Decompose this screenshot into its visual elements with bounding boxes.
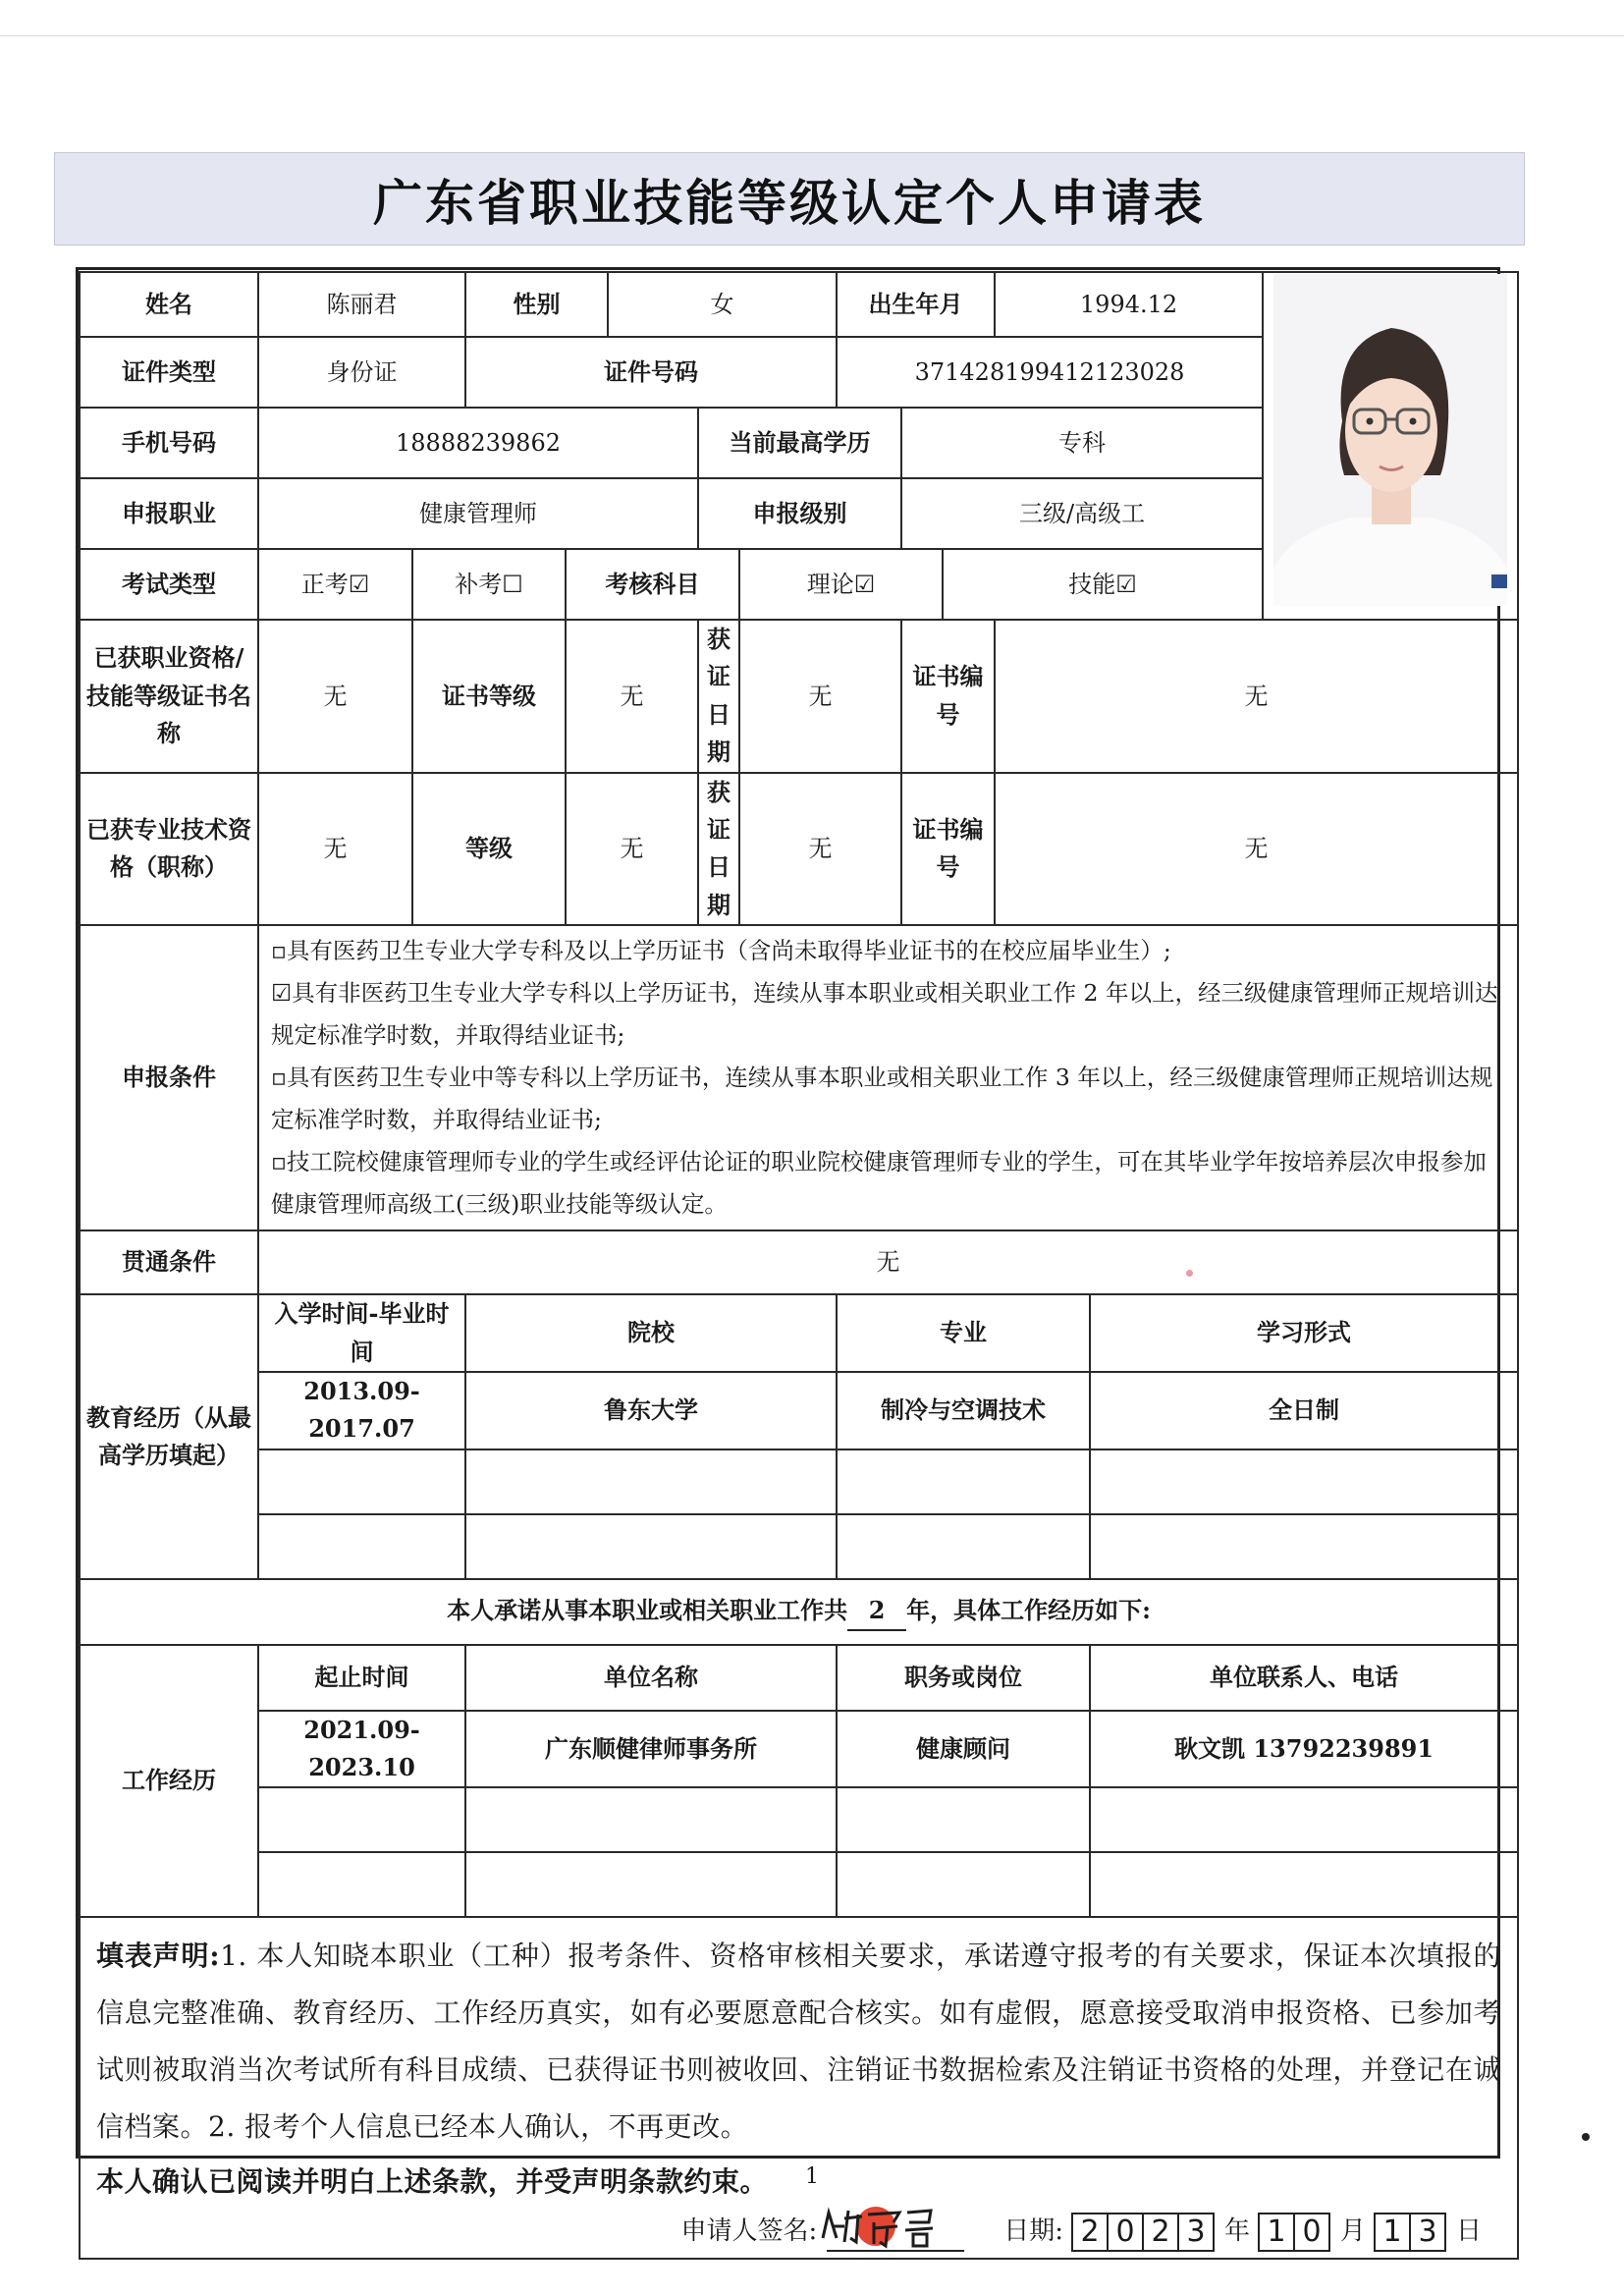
month-unit: 月 (1340, 2215, 1367, 2246)
condition-item-4[interactable]: ▫技工院校健康管理师专业的学生或经评估论证的职业院校健康管理师专业的学生，可在其毕业学年按培养层次申报参加健康管理师高级工(三级)职业技能等级认定。 (271, 1148, 1487, 1219)
date-month[interactable] (1260, 2213, 1330, 2252)
date-day[interactable] (1376, 2213, 1446, 2252)
work-header-company: 单位名称 (465, 1645, 837, 1711)
exam-type-regular[interactable]: 正考☑ (258, 549, 412, 620)
signature-image (815, 2199, 972, 2254)
name-label: 姓名 (80, 272, 258, 337)
declaration-body: 1. 本人知晓本职业（工种）报考条件、资格审核相关要求，承诺遵守报考的有关要求，保证本次填报的信息完整准确、教育经历、工作经历真实，如有必要愿意配合核实。如有虚假，愿意接受取消申报资格、已参加考试则被取消当次考试所有科目成绩、已获得证书则被收回、注销证书数据检索及注销证书资格的处理，并登记在诚信档案。2. 报考个人信息已经本人确认，不再更改。 (96, 1940, 1502, 2144)
professional-title-date[interactable]: 无 (739, 773, 901, 926)
work-header-contact: 单位联系人、电话 (1090, 1645, 1518, 1711)
birth-value[interactable]: 1994.12 (995, 272, 1263, 337)
phone-value[interactable]: 18888239862 (258, 408, 698, 478)
id-number-label: 证件号码 (465, 337, 837, 408)
edu-row-2-school[interactable] (465, 1449, 837, 1514)
exam-type-makeup[interactable]: 补考☐ (412, 549, 566, 620)
work-row-2-position[interactable] (837, 1787, 1090, 1852)
apply-level-value[interactable]: 三级/高级工 (901, 478, 1263, 549)
declaration-confirm: 本人确认已阅读并明白上述条款，并受声明条款约束。 (96, 2165, 769, 2199)
edu-row-1-mode[interactable]: 全日制 (1090, 1372, 1518, 1449)
work-row-1-company[interactable]: 广东顺健律师事务所 (465, 1711, 837, 1788)
work-row-1-position[interactable]: 健康顾问 (837, 1711, 1090, 1788)
vocational-cert-date-label: 获证日期 (698, 620, 739, 773)
signature-field[interactable] (827, 2211, 964, 2252)
highest-education-value[interactable]: 专科 (901, 408, 1263, 478)
professional-title-label: 已获专业技术资格（职称） (80, 773, 258, 926)
year-unit: 年 (1223, 2215, 1250, 2246)
form-title: 广东省职业技能等级认定个人申请表 (373, 174, 1206, 232)
applicant-photo (1273, 274, 1507, 606)
exam-type-label: 考试类型 (80, 549, 258, 620)
through-condition-value[interactable]: 无 (258, 1230, 1518, 1294)
date-year[interactable] (1073, 2213, 1215, 2252)
edu-header-period: 入学时间-毕业时间 (258, 1294, 465, 1372)
date-label: 日期: (1003, 2215, 1063, 2246)
day-unit: 日 (1456, 2215, 1483, 2246)
vocational-cert-label: 已获职业资格/技能等级证书名称 (80, 620, 258, 773)
conditions-label: 申报条件 (80, 925, 258, 1230)
professional-title-name[interactable]: 无 (258, 773, 412, 926)
condition-item-2[interactable]: ☑具有非医药卫生专业大学专科以上学历证书，连续从事本职业或相关职业工作 2 年以上，经三级健康管理师正规培训达规定标准学时数，并取得结业证书; (271, 979, 1498, 1050)
page-top-rule (0, 35, 1624, 36)
year-digit-4: 3 (1177, 2213, 1215, 2252)
vocational-cert-date[interactable]: 无 (739, 620, 901, 773)
edu-row-1-period[interactable]: 2013.09-2017.07 (258, 1372, 465, 1449)
declaration-heading: 填表声明: (96, 1940, 221, 1973)
name-value[interactable]: 陈丽君 (258, 272, 465, 337)
work-row-2-company[interactable] (465, 1787, 837, 1852)
vocational-cert-no-label: 证书编号 (901, 620, 995, 773)
professional-title-no-label: 证书编号 (901, 773, 995, 926)
professional-title-date-label: 获证日期 (698, 773, 739, 926)
vocational-cert-name[interactable]: 无 (258, 620, 412, 773)
highest-education-label: 当前最高学历 (698, 408, 901, 478)
professional-title-level[interactable]: 无 (566, 773, 698, 926)
education-label: 教育经历（从最高学历填起） (80, 1294, 258, 1579)
edu-row-2-period[interactable] (258, 1449, 465, 1514)
vocational-cert-no[interactable]: 无 (995, 620, 1518, 773)
year-digit-2: 0 (1107, 2213, 1144, 2252)
work-promise (80, 1579, 1518, 1645)
year-digit-1: 2 (1071, 2213, 1109, 2252)
work-header-period: 起止时间 (258, 1645, 465, 1711)
edu-header-school: 院校 (465, 1294, 837, 1372)
edu-header-major: 专业 (837, 1294, 1090, 1372)
work-promise-before: 本人承诺从事本职业或相关职业工作共 (447, 1595, 848, 1624)
month-digit-2: 0 (1293, 2213, 1330, 2252)
id-number-value[interactable]: 371428199412123028 (837, 337, 1263, 408)
condition-item-1[interactable]: ▫具有医药卫生专业大学专科及以上学历证书（含尚未取得毕业证书的在校应届毕业生）; (271, 937, 1171, 965)
edu-row-2-mode[interactable] (1090, 1449, 1518, 1514)
title-banner (54, 152, 1525, 246)
declaration-text (96, 1928, 1501, 2156)
work-row-3-contact[interactable] (1090, 1852, 1518, 1917)
edu-row-1-school[interactable]: 鲁东大学 (465, 1372, 837, 1449)
work-label: 工作经历 (80, 1645, 258, 1918)
declaration-block (80, 1917, 1518, 2259)
ink-speck (1186, 1270, 1193, 1277)
id-type-value[interactable]: 身份证 (258, 337, 465, 408)
occupation-label: 申报职业 (80, 478, 258, 549)
birth-label: 出生年月 (837, 272, 995, 337)
day-digit-1: 1 (1374, 2213, 1411, 2252)
edu-row-3-mode[interactable] (1090, 1514, 1518, 1579)
vocational-cert-level-label: 证书等级 (412, 620, 566, 773)
photo-cell (1263, 272, 1518, 620)
subject-label: 考核科目 (566, 549, 739, 620)
work-row-2-contact[interactable] (1090, 1787, 1518, 1852)
edu-row-3-period[interactable] (258, 1514, 465, 1579)
month-digit-1: 1 (1258, 2213, 1295, 2252)
work-row-2-period[interactable] (258, 1787, 465, 1852)
work-row-3-period[interactable] (258, 1852, 465, 1917)
work-row-3-position[interactable] (837, 1852, 1090, 1917)
apply-level-label: 申报级别 (698, 478, 901, 549)
subject-skill[interactable]: 技能☑ (943, 549, 1263, 620)
edu-header-mode: 学习形式 (1090, 1294, 1518, 1372)
gender-value[interactable]: 女 (608, 272, 837, 337)
work-promise-after: 年，具体工作经历如下: (906, 1595, 1151, 1624)
work-row-1-contact[interactable]: 耿文凯 13792239891 (1090, 1711, 1518, 1788)
application-form-table (79, 271, 1519, 2260)
id-type-label: 证件类型 (80, 337, 258, 408)
occupation-value[interactable]: 健康管理师 (258, 478, 698, 549)
vocational-cert-level[interactable]: 无 (566, 620, 698, 773)
page-number: 1 (805, 2164, 819, 2189)
signature-label: 申请人签名: (680, 2215, 818, 2246)
condition-item-3[interactable]: ▫具有医药卫生专业中等专科以上学历证书，连续从事本职业或相关职业工作 3 年以上，经三级健康管理师正规培训达规定标准学时数，并取得结业证书; (271, 1064, 1493, 1134)
work-row-1-period[interactable]: 2021.09-2023.10 (258, 1711, 465, 1788)
edu-row-1-major[interactable]: 制冷与空调技术 (837, 1372, 1090, 1449)
signature-row (96, 2211, 1501, 2252)
margin-dot (1582, 2133, 1590, 2141)
work-promise-years[interactable]: 2 (847, 1592, 906, 1631)
professional-title-no[interactable]: 无 (995, 773, 1518, 926)
edu-row-3-school[interactable] (465, 1514, 837, 1579)
conditions-list (258, 925, 1518, 1230)
professional-title-level-label: 等级 (412, 773, 566, 926)
gender-label: 性别 (465, 272, 608, 337)
day-digit-2: 3 (1409, 2213, 1446, 2252)
edu-row-2-major[interactable] (837, 1449, 1090, 1514)
year-digit-3: 2 (1142, 2213, 1179, 2252)
edu-row-3-major[interactable] (837, 1514, 1090, 1579)
through-condition-label: 贯通条件 (80, 1230, 258, 1294)
work-row-3-company[interactable] (465, 1852, 837, 1917)
subject-theory[interactable]: 理论☑ (739, 549, 943, 620)
work-header-position: 职务或岗位 (837, 1645, 1090, 1711)
phone-label: 手机号码 (80, 408, 258, 478)
